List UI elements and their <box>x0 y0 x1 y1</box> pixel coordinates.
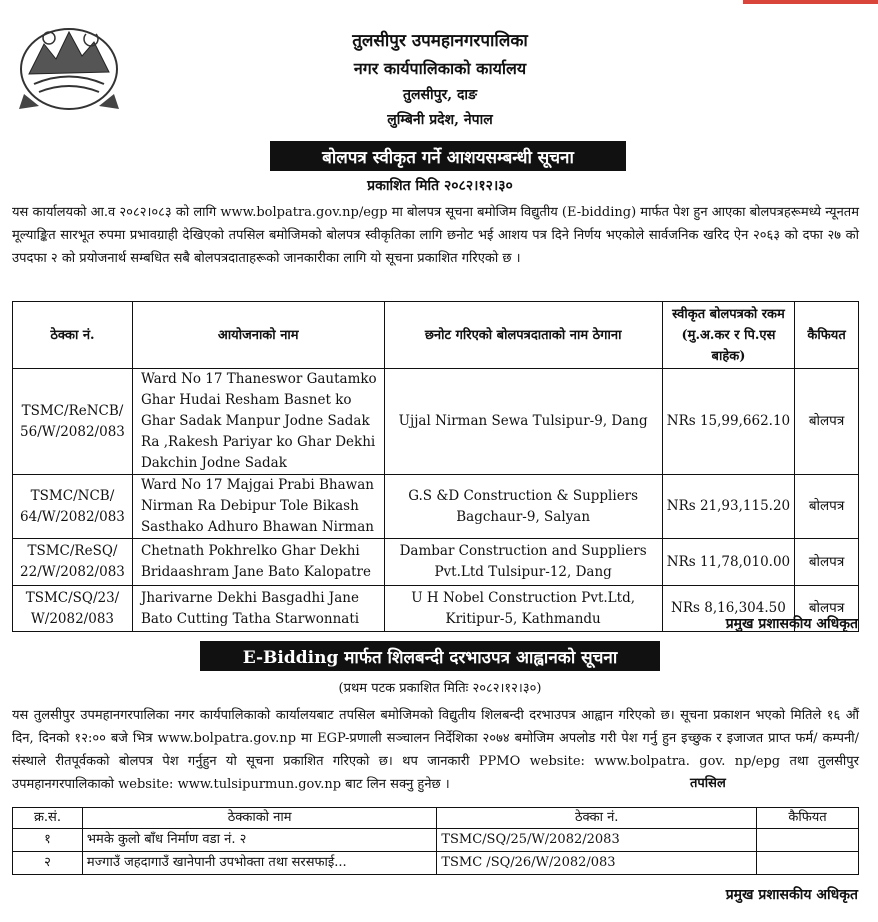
col-remarks: कैफियत <box>757 808 859 829</box>
amount-cell: NRs 21,93,115.20 <box>662 475 794 539</box>
bidder-cell: U H Nobel Construction Pvt.Ltd, Kritipur-5, Kathmandu <box>384 586 662 632</box>
contract-no-cell: TSMC /SQ/26/W/2082/083 <box>437 852 757 875</box>
municipality-emblem-icon <box>14 14 124 114</box>
notice1-signature: प्रमुख प्रशासकीय अधिकृत <box>725 616 858 632</box>
bidder-cell: Ujjal Nirman Sewa Tulsipur-9, Dang <box>384 369 662 475</box>
project-cell: Ward No 17 Majgai Prabi Bhawan Nirman Ra Debipur Tole Bikash Sasthako Adhuro Bhawan Nirman <box>132 475 384 539</box>
notice2-title: E-Bidding मार्फत शिलबन्दी दरभाउपत्र आह्वानको सूचना <box>200 641 660 671</box>
awarded-bids-table <box>12 301 859 632</box>
table-row <box>13 852 859 875</box>
schedule-label: तपसिल <box>690 776 726 791</box>
col-sn: क्र.सं. <box>13 808 83 829</box>
name-cell: भमके कुलो बाँध निर्माण वडा नं. २ <box>82 829 436 852</box>
col-remarks: कैफियत <box>795 302 859 369</box>
notice1-published-date: प्रकाशित मिति २०८२।१२।३० <box>367 178 513 194</box>
remarks-cell: बोलपत्र <box>795 369 859 475</box>
notice2-body: यस तुलसीपुर उपमहानगरपालिका नगर कार्यपालिकाको कार्यालयबाट तपसिल बमोजिमको विद्युतीय शिलबन्दी दरभाउपत्र आह्वान गरिएको छ। सूचना प्रकाशन भएको मितिले १६ औं दिन, दिनको १२:०० बजे भित्र www.bolpatra.gov.np मा EGP-प्रणाली सञ्चालन निर्देशिका २०७४ बमोजिम अपलोड गरी पेश गर्नु हुन इच्छुक र इजाजत प्राप्त फर्म/ कम्पनी/ संस्थाले रीतपूर्वकको बोलपत्र पेश गर्नुहुन यो सूचना प्रकाशित गरिएको छ। थप जानकारी PPMO website: www.bolpatra. gov. np/epg तथा तुलसीपुर उपमहानगरपालिकाको website: www.tulsipurmun.gov.np बाट लिन सक्नु हुनेछ । <box>12 708 859 792</box>
col-contract-no: ठेक्का नं. <box>437 808 757 829</box>
remarks-cell <box>757 829 859 852</box>
project-cell: Jharivarne Dekhi Basgadhi Jane Bato Cutting Tatha Starwonnati <box>132 586 384 632</box>
col-amount: स्वीकृत बोलपत्रको रकम (मु.अ.कर र पि.एस बाहेक) <box>662 302 794 369</box>
bidder-cell: Dambar Construction and Suppliers Pvt.Ltd Tulsipur-12, Dang <box>384 539 662 586</box>
office-name: तुलसीपुर उपमहानगरपालिका <box>352 31 528 51</box>
office-province: लुम्बिनी प्रदेश, नेपाल <box>387 112 493 128</box>
table-row <box>13 539 859 586</box>
contract-no-cell: TSMC/SQ/23/ W/2082/083 <box>13 586 133 632</box>
project-cell: Chetnath Pokhrelko Ghar Dekhi Bridaashram Jane Bato Kalopatre <box>132 539 384 586</box>
notice2-signature: प्रमुख प्रशासकीय अधिकृत <box>725 887 858 903</box>
contract-no-cell: TSMC/SQ/25/W/2082/2083 <box>437 829 757 852</box>
notice2-published-date: (प्रथम पटक प्रकाशित मितिः २०८२।१२।३०) <box>338 681 542 696</box>
name-cell: मज्गाउँ जहदागाउँ खानेपानी उपभोक्ता तथा सरसफाई... <box>82 852 436 875</box>
sn-cell: १ <box>13 829 83 852</box>
remarks-cell: बोलपत्र <box>795 475 859 539</box>
remarks-cell: बोलपत्र <box>795 586 859 632</box>
contract-no-cell: TSMC/NCB/ 64/W/2082/083 <box>13 475 133 539</box>
bid-invitation-table <box>12 807 859 875</box>
amount-cell: NRs 11,78,010.00 <box>662 539 794 586</box>
col-contract-no: ठेक्का नं. <box>13 302 133 369</box>
col-name: ठेक्काको नाम <box>82 808 436 829</box>
office-location: तुलसीपुर, दाङ <box>403 87 477 103</box>
amount-cell: NRs 15,99,662.10 <box>662 369 794 475</box>
table-row <box>13 475 859 539</box>
bidder-cell: G.S &D Construction & Suppliers Bagchaur-9, Salyan <box>384 475 662 539</box>
notice1-body: यस कार्यालयको आ.व २०८२।०८३ को लागि www.bolpatra.gov.np/egp मा बोलपत्र सूचना बमोजिम विद्युतीय (E-bidding) मार्फत पेश हुन आएका बोलपत्रहरूमध्ये न्यूनतम मूल्याङ्कित सारभूत रुपमा प्रभावग्राही देखिएको तपसिल बमोजिमको बोलपत्र स्वीकृतिका लागि छनोट भई आशय पत्र दिने निर्णय भएकोले सार्वजनिक खरिद ऐन २०६३ को दफा २७ को उपदफा २ को प्रयोजनार्थ सम्बधित सबै बोलपत्रदाताहरूको जानकारीका लागि यो सूचना प्रकाशित गरिएको छ । <box>12 205 859 266</box>
contract-no-cell: TSMC/ReSQ/ 22/W/2082/083 <box>13 539 133 586</box>
col-project: आयोजनाको नाम <box>132 302 384 369</box>
office-subtitle: नगर कार्यपालिकाको कार्यालय <box>353 59 527 78</box>
notice1-title: बोलपत्र स्वीकृत गर्ने आशयसम्बन्धी सूचना <box>270 141 626 171</box>
col-bidder: छनोट गरिएको बोलपत्रदाताको नाम ठेगाना <box>384 302 662 369</box>
table-row <box>13 369 859 475</box>
table-header-row <box>13 808 859 829</box>
table-row <box>13 829 859 852</box>
remarks-cell: बोलपत्र <box>795 539 859 586</box>
top-accent-bar <box>743 0 878 4</box>
contract-no-cell: TSMC/ReNCB/ 56/W/2082/083 <box>13 369 133 475</box>
sn-cell: २ <box>13 852 83 875</box>
table-header-row <box>13 302 859 369</box>
amount-cell: NRs 8,16,304.50 <box>662 586 794 632</box>
remarks-cell <box>757 852 859 875</box>
project-cell: Ward No 17 Thaneswor Gautamko Ghar Hudai Resham Basnet ko Ghar Sadak Manpur Jodne Sadak Ra ,Rakesh Pariyar ko Ghar Dekhi Dakchin Jodne Sadak <box>132 369 384 475</box>
